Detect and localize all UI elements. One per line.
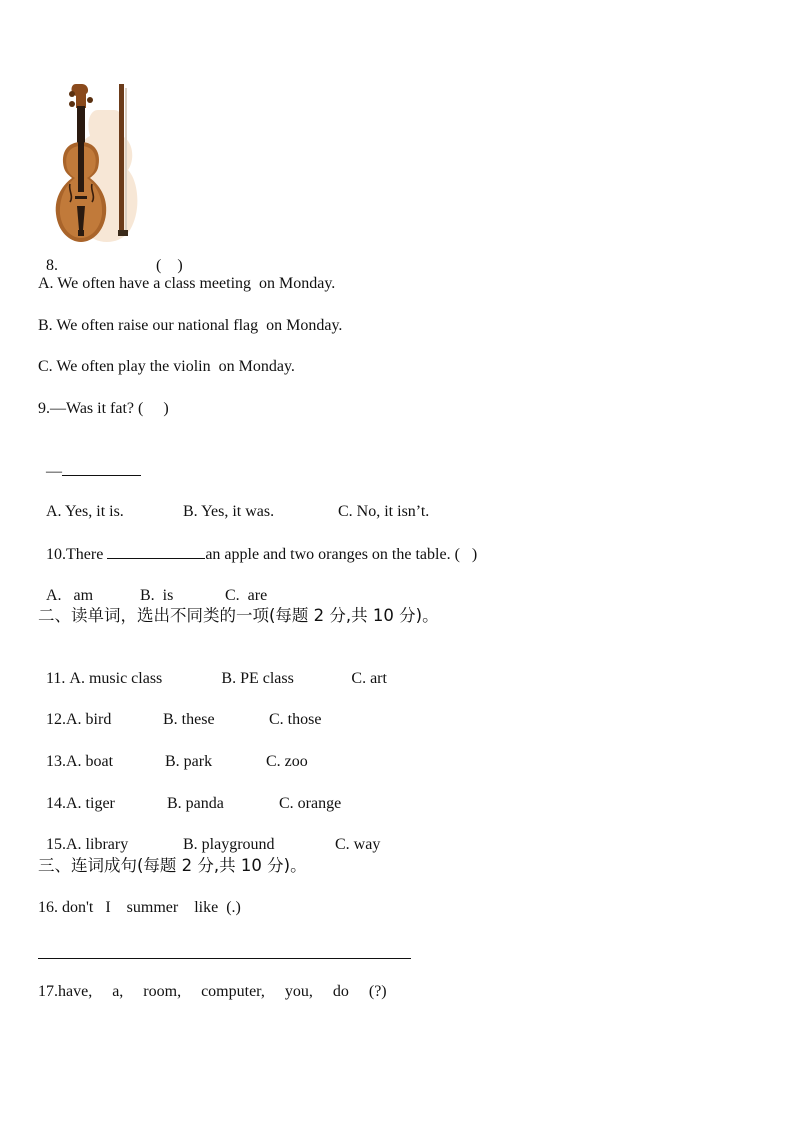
section2-title: 二、读单词，选出不同类的一项(每题 2 分,共 10 分)。	[38, 606, 439, 625]
q10-stem	[38, 524, 477, 565]
q9-option-c: C. No, it isn’t.	[338, 503, 430, 520]
q11-number: 11.	[46, 670, 66, 687]
q8-option-b: B. We often raise our national flag on Monday.	[38, 317, 343, 334]
q15-option-b: B. playground	[183, 836, 275, 853]
q11-option-c: C. art	[351, 670, 387, 687]
q9-answer-blank	[62, 461, 141, 476]
q17-words: 17.have, a, room, computer, you, do (?)	[38, 983, 387, 1000]
q12-row	[38, 690, 321, 730]
q10-options	[38, 566, 267, 606]
q14-option-a: A. tiger	[66, 795, 115, 812]
q12-option-a: A. bird	[66, 711, 112, 728]
q9-option-a: A. Yes, it is.	[46, 503, 124, 520]
q15-option-a: A. library	[66, 836, 129, 853]
q13-row	[38, 732, 308, 772]
q15-option-c: C. way	[335, 836, 381, 853]
q11-row	[38, 649, 387, 689]
q10-text-after: an apple and two oranges on the table. ( )	[205, 546, 478, 563]
q8-number: 8.	[46, 257, 58, 274]
q8-option-a: A. We often have a class meeting on Monday.	[38, 275, 336, 292]
q13-option-b: B. park	[165, 753, 213, 770]
q9-question: 9.—Was it fat? ( )	[38, 400, 169, 417]
q14-option-c: C. orange	[279, 795, 342, 812]
q8-stem	[38, 236, 183, 276]
q10-blank	[107, 544, 205, 559]
q10-option-a: A. am	[46, 587, 94, 604]
q11-option-a: A. music class	[69, 670, 163, 687]
violin-icon	[50, 80, 144, 252]
section3-title: 三、连词成句(每题 2 分,共 10 分)。	[38, 856, 307, 875]
q10-option-c: C. are	[225, 587, 268, 604]
q13-option-a: A. boat	[66, 753, 114, 770]
q10-option-b: B. is	[140, 587, 174, 604]
q14-row	[38, 774, 341, 814]
q13-option-c: C. zoo	[266, 753, 308, 770]
q16-answer-line	[38, 958, 411, 959]
q12-option-c: C. those	[269, 711, 322, 728]
q8-answer-paren: ( )	[156, 257, 183, 274]
q13-number: 13.	[46, 753, 66, 770]
q9-answer-dash: —	[46, 463, 62, 480]
q8-option-c: C. We often play the violin on Monday.	[38, 358, 295, 375]
q14-option-b: B. panda	[167, 795, 224, 812]
q10-text-before: 10.There	[46, 546, 108, 563]
q15-row	[38, 815, 380, 855]
q12-option-b: B. these	[163, 711, 215, 728]
q14-number: 14.	[46, 795, 66, 812]
q16-words: 16. don't I summer like (.)	[38, 899, 241, 916]
q9-answer-line	[38, 441, 141, 482]
q9-option-b: B. Yes, it was.	[183, 503, 275, 520]
q12-number: 12.	[46, 711, 66, 728]
q15-number: 15.	[46, 836, 66, 853]
q9-options	[38, 482, 429, 522]
q11-option-b: B. PE class	[221, 670, 294, 687]
